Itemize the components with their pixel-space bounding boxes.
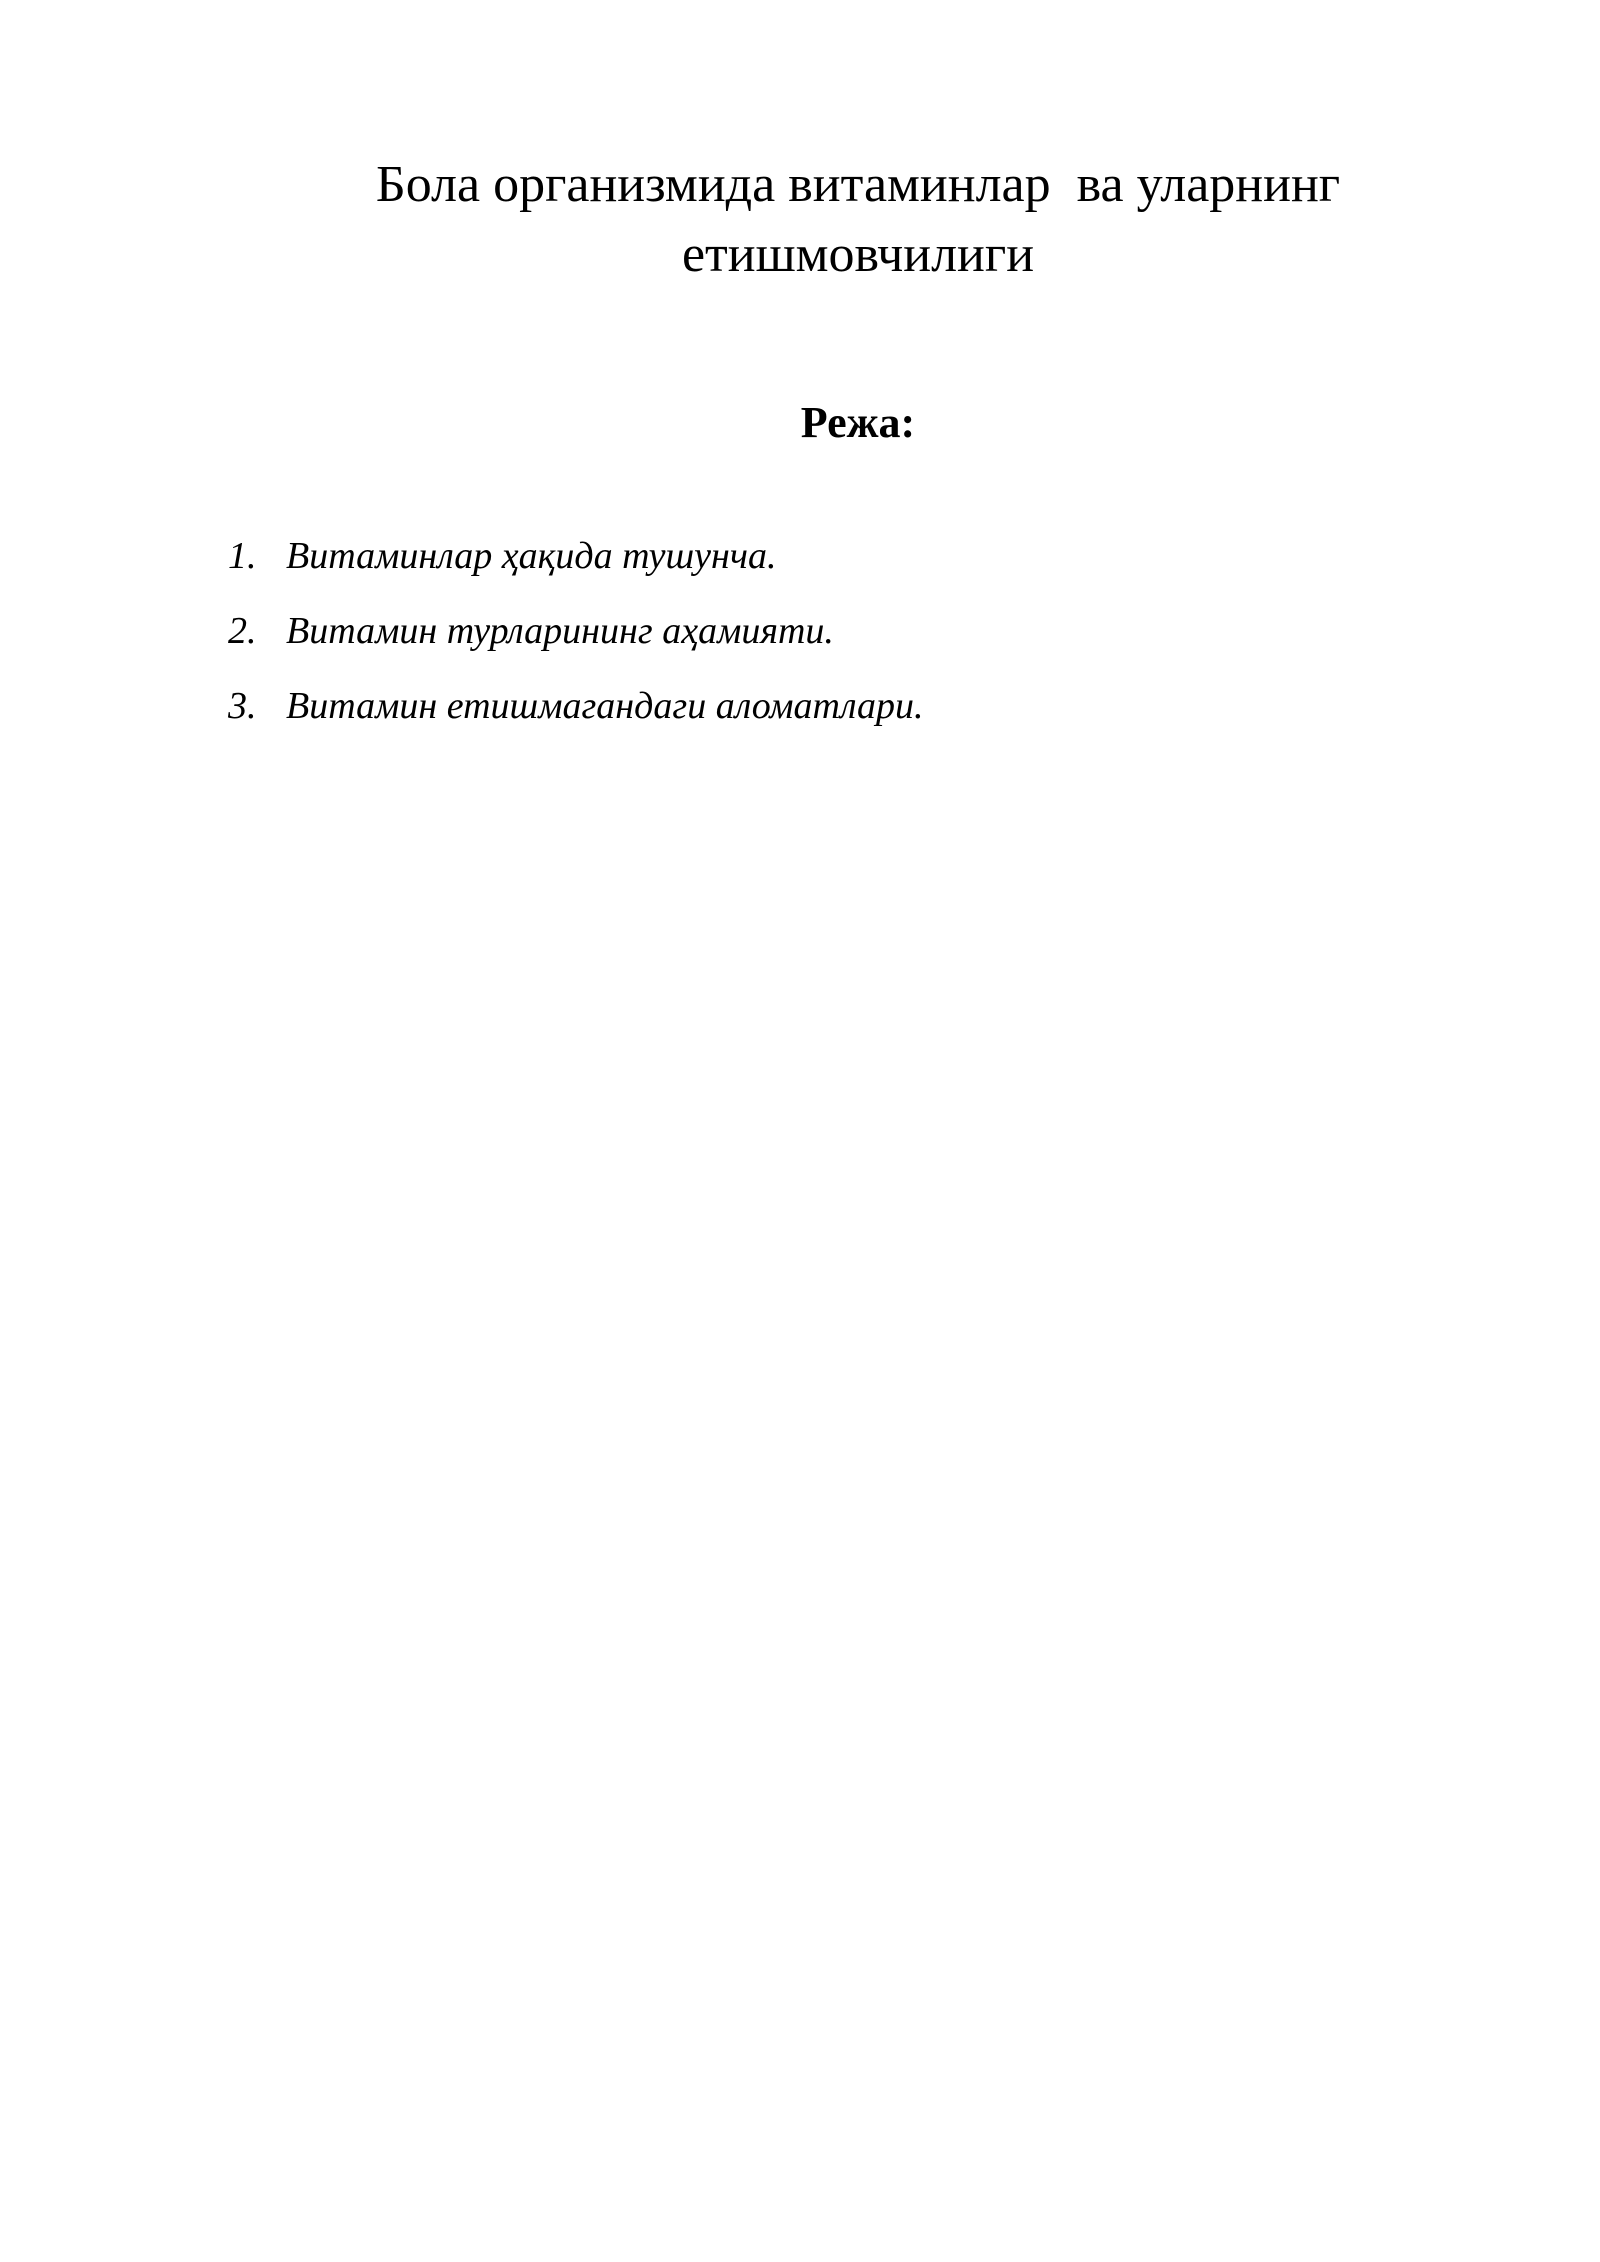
document-title: Бола организмида витаминлар ва уларнинг етишмовчилиги (375, 156, 1341, 283)
plan-heading: Режа: (800, 398, 916, 447)
plan-item-text: Витамин етишмагандаги аломатлари. (286, 685, 924, 727)
plan-item-1 (228, 526, 924, 601)
plan-item-2 (228, 601, 924, 676)
plan-item-text: Витамин турларининг аҳамияти. (286, 610, 834, 652)
plan-item-number: 2. (228, 610, 257, 652)
plan-item-3 (228, 676, 924, 751)
plan-item-number: 1. (228, 535, 257, 577)
plan-item-number: 3. (228, 685, 257, 727)
plan-item-text: Витаминлар ҳақида тушунча. (286, 535, 777, 577)
plan-list (228, 526, 924, 751)
